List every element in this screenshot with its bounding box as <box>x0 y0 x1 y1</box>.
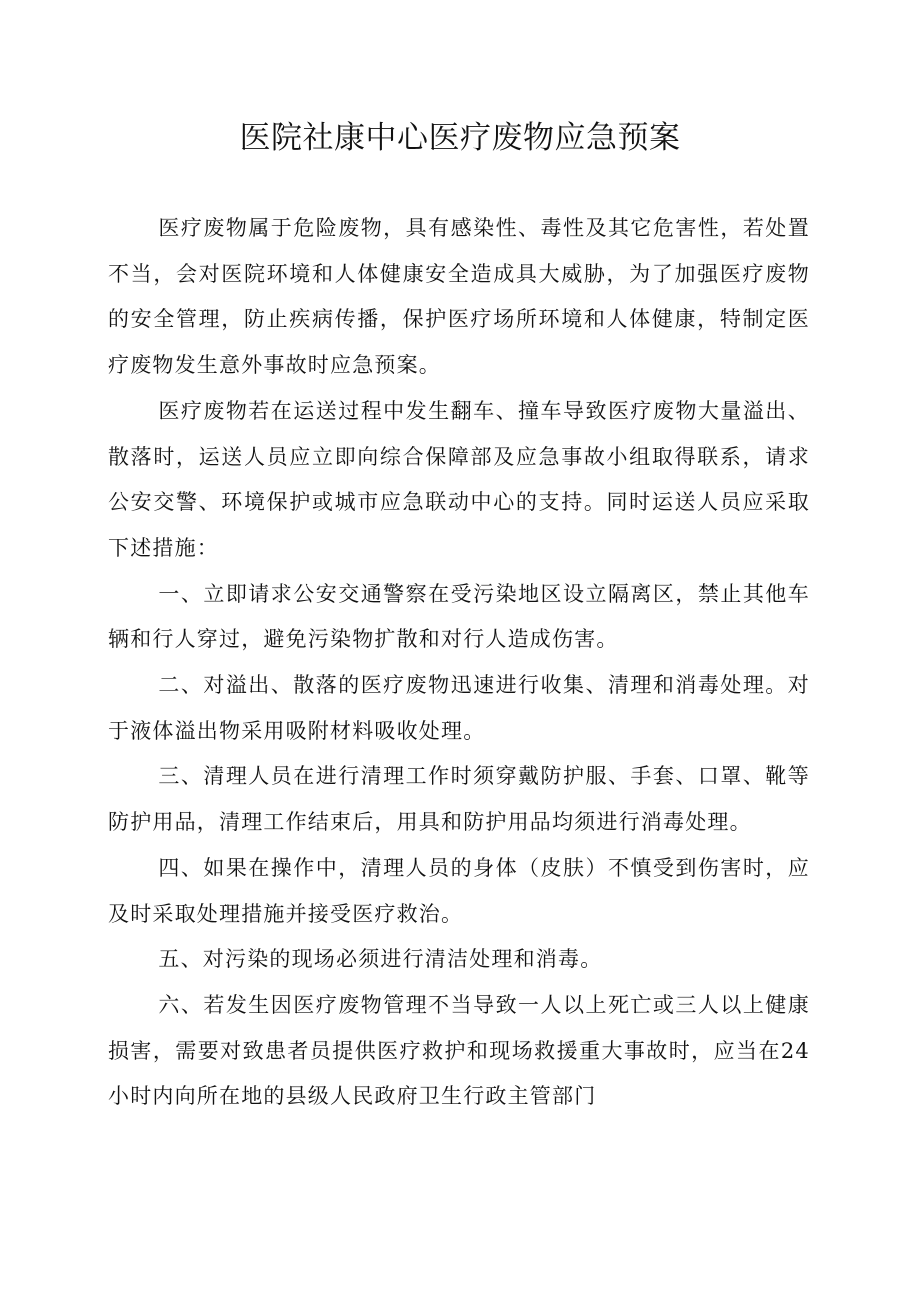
paragraph-transport-accident: 医疗废物若在运送过程中发生翻车、撞车导致医疗废物大量溢出、散落时，运送人员应立即向综合保障部及应急事故小组取得联系，请求公安交警、环境保护或城市应急联动中心的支持。同时运送人员应采取下述措施： <box>108 398 810 560</box>
paragraph-intro: 医疗废物属于危险废物，具有感染性、毒性及其它危害性，若处置不当，会对医院环境和人体健康安全造成具大威胁，为了加强医疗废物的安全管理，防止疾病传播，保护医疗场所环境和人体健康，特制定医疗废物发生意外事故时应急预案。 <box>108 216 810 378</box>
paragraph-measure-5: 五、对污染的现场必须进行清洁处理和消毒。 <box>158 947 603 972</box>
document-title: 医院社康中心医疗废物应急预案 <box>239 120 681 156</box>
paragraph-measure-3: 三、清理人员在进行清理工作时须穿戴防护服、手套、口罩、靴等防护用品，清理工作结束后，用具和防护用品均须进行消毒处理。 <box>108 764 810 835</box>
paragraph-measure-6: 六、若发生因医疗废物管理不当导致一人以上死亡或三人以上健康损害，需要对致患者员提供医疗救护和现场救援重大事故时，应当在24小时内向所在地的县级人民政府卫生行政主管部门 <box>108 992 810 1109</box>
document-body <box>108 206 810 1120</box>
paragraph-measure-4: 四、如果在操作中，清理人员的身体（皮肤）不慎受到伤害时，应及时采取处理措施并接受医疗救治。 <box>108 855 810 926</box>
paragraph-measure-1: 一、立即请求公安交通警察在受污染地区设立隔离区，禁止其他车辆和行人穿过，避免污染物扩散和对行人造成伤害。 <box>108 581 810 652</box>
paragraph-measure-2: 二、对溢出、散落的医疗废物迅速进行收集、清理和消毒处理。对于液体溢出物采用吸附材料吸收处理。 <box>108 673 810 743</box>
